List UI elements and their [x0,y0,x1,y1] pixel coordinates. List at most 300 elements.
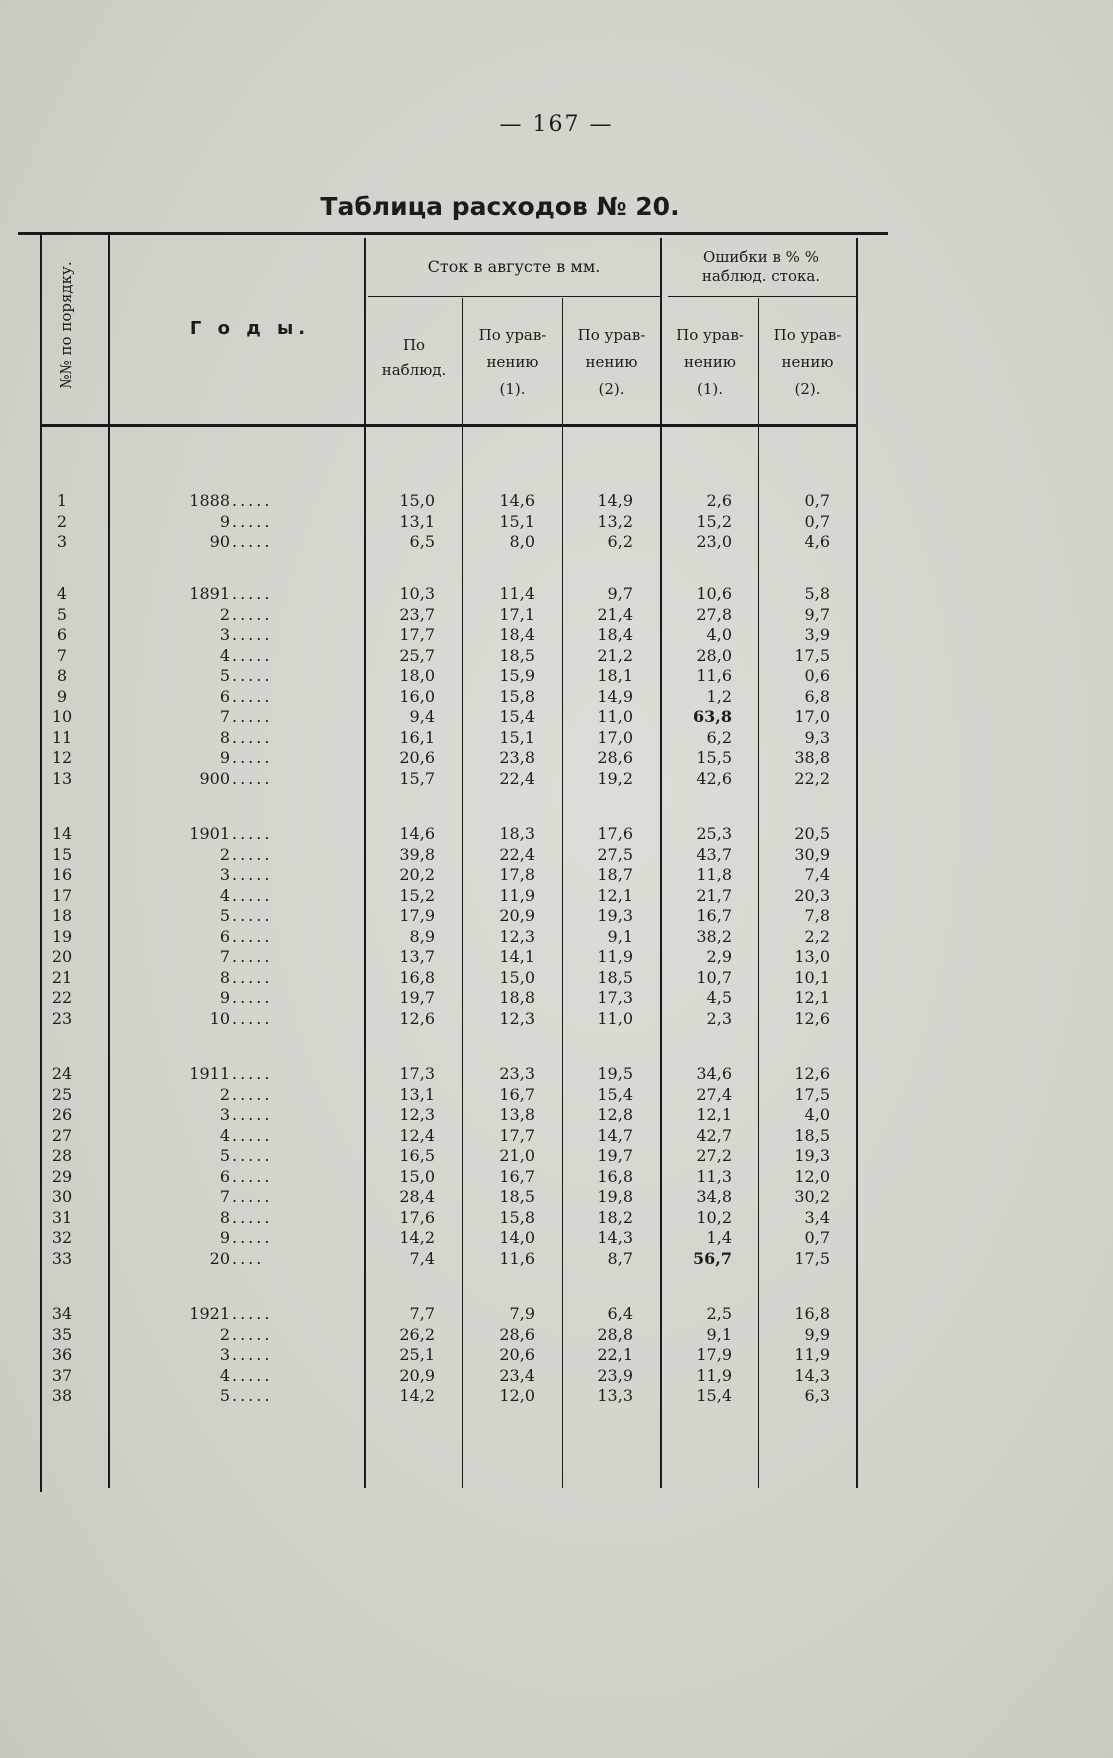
row-eq1-error: 34,8 [696,1187,732,1206]
row-eq1-error: 6,2 [706,727,732,747]
row-eq2-runoff: 19,8 [597,1187,633,1206]
errors-group-header: Ошибки в % % наблюд. стока. [701,248,821,285]
row-eq1-runoff: 15,1 [499,511,535,531]
table-row [0,886,1113,906]
row-eq1-error: 42,7 [696,1125,732,1145]
row-eq2-runoff: 27,5 [597,844,633,864]
row-number: 13 [51,768,73,788]
row-eq2-runoff: 18,5 [597,967,633,987]
row-leader-dots: ..... [232,967,273,987]
years-column-header: Г о д ы. [189,318,311,339]
row-leader-dots: ..... [232,1324,273,1344]
row-leader-dots: ..... [232,1345,273,1364]
row-eq1-error: 43,7 [696,844,732,864]
row-number: 18 [51,906,73,925]
row-eq1-runoff: 16,7 [499,1166,535,1186]
row-eq1-runoff: 17,1 [499,604,535,624]
row-number: 25 [51,1084,73,1104]
row-eq2-error: 9,3 [804,727,830,747]
row-eq2-error: 13,0 [794,947,830,966]
row-observed-runoff: 16,5 [399,1146,435,1165]
row-observed-runoff: 17,7 [399,625,435,644]
row-eq1-error: 10,6 [696,584,732,603]
row-eq2-error: 12,6 [794,1008,830,1028]
row-year: 2 [219,1324,230,1344]
row-year: 6 [219,686,230,706]
row-eq1-runoff: 18,4 [499,625,535,644]
row-observed-runoff: 17,9 [399,906,435,925]
row-eq2-runoff: 28,6 [597,748,633,767]
row-number: 8 [56,666,68,685]
row-eq1-error: 4,5 [706,988,732,1007]
row-number: 14 [51,824,73,843]
row-observed-runoff: 17,6 [399,1207,435,1227]
table-row [0,845,1113,865]
row-eq1-error: 23,0 [696,532,732,551]
row-observed-runoff: 17,3 [399,1064,435,1083]
row-eq1-error: 11,9 [696,1365,732,1385]
row-eq1-runoff: 7,9 [509,1304,535,1323]
row-eq2-error: 6,3 [804,1386,830,1405]
table-row [0,927,1113,947]
row-eq2-error: 19,3 [794,1146,830,1165]
row-eq1-error: 27,2 [696,1146,732,1165]
row-eq2-runoff: 21,4 [597,604,633,624]
row-eq2-error: 17,5 [794,645,830,665]
row-leader-dots: ..... [232,1105,273,1124]
row-number: 29 [51,1166,73,1186]
row-eq2-runoff: 18,7 [597,865,633,884]
row-eq2-runoff: 19,3 [597,906,633,925]
row-eq1-error: 11,8 [696,865,732,884]
table-top-rule [18,232,888,235]
row-eq1-error: 4,0 [706,625,732,644]
row-leader-dots: ..... [232,584,273,603]
row-observed-runoff: 13,1 [399,1084,435,1104]
row-eq2-runoff: 19,2 [597,768,633,788]
row-leader-dots: ..... [232,1304,273,1323]
table-row [0,1249,1113,1269]
row-leader-dots: ..... [232,748,273,767]
row-number: 36 [51,1345,73,1364]
row-leader-dots: ..... [232,1207,273,1227]
row-observed-runoff: 8,9 [409,926,435,946]
table-row [0,584,1113,604]
table-row [0,687,1113,707]
row-year: 5 [219,666,230,685]
row-year: 6 [219,1166,230,1186]
row-number: 23 [51,1008,73,1028]
table-row [0,748,1113,768]
table-row [0,1325,1113,1345]
runoff-group-header: Сток в августе в мм. [427,257,601,276]
row-eq2-runoff: 9,1 [607,926,633,946]
row-observed-runoff: 10,3 [399,584,435,603]
row-eq2-runoff: 13,3 [597,1386,633,1405]
row-eq1-error: 10,2 [696,1207,732,1227]
row-eq2-error: 0,7 [804,491,830,510]
table-row [0,1085,1113,1105]
row-eq2-runoff: 11,0 [597,707,633,726]
row-eq1-runoff: 15,8 [499,686,535,706]
row-year: 5 [219,906,230,925]
row-leader-dots: ..... [232,666,273,685]
row-eq1-error: 16,7 [696,906,732,925]
table-row [0,1304,1113,1324]
row-leader-dots: ..... [232,1146,273,1165]
row-eq2-runoff: 28,8 [597,1324,633,1344]
row-eq2-runoff: 21,2 [597,645,633,665]
row-number: 5 [56,604,68,624]
row-number: 1 [56,491,68,510]
row-eq2-runoff: 6,2 [607,532,633,551]
row-eq1-error: 12,1 [696,1105,732,1124]
row-number: 37 [51,1365,73,1385]
row-eq1-error: 11,6 [696,666,732,685]
row-eq2-error: 9,9 [804,1324,830,1344]
row-number: 6 [56,625,68,644]
table-header-rule [42,424,857,427]
row-leader-dots: .... [232,1248,265,1268]
row-eq2-runoff: 19,5 [597,1064,633,1083]
row-eq2-error: 22,2 [794,768,830,788]
row-year: 4 [219,1125,230,1145]
row-eq1-runoff: 15,0 [499,967,535,987]
row-eq1-runoff: 23,8 [499,748,535,767]
row-eq1-error: 1,4 [706,1228,732,1247]
table-row [0,865,1113,885]
row-year: 5 [219,1386,230,1405]
row-observed-runoff: 25,7 [399,645,435,665]
row-observed-runoff: 7,7 [409,1304,435,1323]
table-row [0,1345,1113,1365]
row-year: 8 [219,1207,230,1227]
row-observed-runoff: 14,6 [399,824,435,843]
table-row [0,1208,1113,1228]
row-number: 30 [51,1187,73,1206]
row-year: 9 [219,988,230,1007]
row-eq2-runoff: 14,3 [597,1228,633,1247]
table-row [0,491,1113,511]
row-number: 26 [51,1105,73,1124]
row-leader-dots: ..... [232,1064,273,1083]
table-row [0,1146,1113,1166]
row-observed-runoff: 39,8 [399,844,435,864]
row-leader-dots: ..... [232,727,273,747]
row-eq2-error: 16,8 [794,1304,830,1323]
row-leader-dots: ..... [232,947,273,966]
row-year: 9 [219,748,230,767]
row-year: 3 [219,625,230,644]
table-row [0,947,1113,967]
row-number: 27 [51,1125,73,1145]
row-eq1-error: 15,4 [696,1386,732,1405]
table-row [0,769,1113,789]
row-number: 16 [51,865,73,884]
row-eq2-runoff: 17,3 [597,988,633,1007]
row-observed-runoff: 13,1 [399,511,435,531]
row-eq1-error: 2,6 [706,491,732,510]
row-year: 2 [219,604,230,624]
row-year: 7 [219,1187,230,1206]
row-leader-dots: ..... [232,988,273,1007]
row-number: 3 [56,532,68,551]
row-observed-runoff: 15,2 [399,885,435,905]
row-number: 24 [51,1064,73,1083]
row-observed-runoff: 14,2 [399,1386,435,1405]
row-eq1-runoff: 14,1 [499,947,535,966]
row-leader-dots: ..... [232,865,273,884]
row-eq2-error: 7,4 [804,865,830,884]
table-row [0,512,1113,532]
row-year: 9 [219,511,230,531]
row-eq1-error: 56,7 [693,1248,732,1268]
table-title: Таблица расходов № 20. [320,192,680,221]
row-eq1-error: 28,0 [696,645,732,665]
row-eq1-runoff: 12,3 [499,1008,535,1028]
row-eq2-error: 0,7 [804,511,830,531]
row-year: 7 [219,707,230,726]
row-eq1-runoff: 20,6 [499,1345,535,1364]
row-eq2-error: 9,7 [804,604,830,624]
row-eq2-error: 30,9 [794,844,830,864]
row-leader-dots: ..... [232,686,273,706]
table-row [0,968,1113,988]
row-leader-dots: ..... [232,1187,273,1206]
row-eq2-runoff: 11,9 [597,947,633,966]
row-number: 22 [51,988,73,1007]
row-number: 20 [51,947,73,966]
row-number: 33 [51,1248,73,1268]
row-year: 6 [219,926,230,946]
row-number: 32 [51,1228,73,1247]
row-leader-dots: ..... [232,645,273,665]
row-eq1-runoff: 15,1 [499,727,535,747]
row-eq2-runoff: 14,9 [597,491,633,510]
row-eq1-error: 27,4 [696,1084,732,1104]
row-leader-dots: ..... [232,768,273,788]
eq1-column-header: По урав- нению (1). [478,326,547,398]
row-eq1-error: 21,7 [696,885,732,905]
row-eq2-runoff: 23,9 [597,1365,633,1385]
row-eq1-runoff: 13,8 [499,1105,535,1124]
row-eq1-runoff: 23,4 [499,1365,535,1385]
row-eq2-error: 6,8 [804,686,830,706]
row-eq1-runoff: 17,7 [499,1125,535,1145]
row-eq2-error: 14,3 [794,1365,830,1385]
row-eq1-runoff: 23,3 [499,1064,535,1083]
row-eq2-runoff: 9,7 [607,584,633,603]
row-eq1-runoff: 18,8 [499,988,535,1007]
row-number: 34 [51,1304,73,1323]
row-eq2-runoff: 22,1 [597,1345,633,1364]
row-number: 12 [51,748,73,767]
row-eq1-runoff: 11,4 [499,584,535,603]
row-eq1-error: 63,8 [693,707,732,726]
row-eq1-runoff: 22,4 [499,844,535,864]
row-eq2-error: 30,2 [794,1187,830,1206]
row-number: 10 [51,707,73,726]
table-row [0,1126,1113,1146]
row-eq2-error: 10,1 [794,967,830,987]
row-observed-runoff: 23,7 [399,604,435,624]
row-eq1-error: 10,7 [696,967,732,987]
row-year: 7 [219,947,230,966]
row-number: 2 [56,511,68,531]
row-year: 1921 [189,1304,230,1323]
row-eq2-error: 20,3 [794,885,830,905]
row-eq2-error: 11,9 [794,1345,830,1364]
row-eq2-error: 0,6 [804,666,830,685]
row-observed-runoff: 13,7 [399,947,435,966]
row-eq1-runoff: 18,5 [499,645,535,665]
row-eq2-runoff: 14,7 [597,1125,633,1145]
row-leader-dots: ..... [232,1084,273,1104]
row-observed-runoff: 20,6 [399,748,435,767]
row-eq2-runoff: 12,1 [597,885,633,905]
row-observed-runoff: 12,6 [399,1008,435,1028]
row-observed-runoff: 15,7 [399,768,435,788]
row-year: 20 [209,1248,230,1268]
row-eq2-error: 20,5 [794,824,830,843]
row-eq1-runoff: 17,8 [499,865,535,884]
row-year: 4 [219,1365,230,1385]
row-eq2-runoff: 11,0 [597,1008,633,1028]
errors-group-rule [668,296,856,297]
row-leader-dots: ..... [232,625,273,644]
row-eq1-error: 11,3 [696,1166,732,1186]
row-leader-dots: ..... [232,885,273,905]
eq2-column-header: По урав- нению (2). [577,326,646,398]
row-number: 11 [51,727,73,747]
row-leader-dots: ..... [232,1228,273,1247]
row-leader-dots: ..... [232,532,273,551]
row-leader-dots: ..... [232,707,273,726]
row-observed-runoff: 16,8 [399,967,435,987]
row-observed-runoff: 16,0 [399,686,435,706]
row-eq2-runoff: 19,7 [597,1146,633,1165]
row-eq1-error: 42,6 [696,768,732,788]
row-year: 1891 [189,584,230,603]
row-year: 3 [219,1345,230,1364]
row-leader-dots: ..... [232,1125,273,1145]
row-observed-runoff: 28,4 [399,1187,435,1206]
row-observed-runoff: 16,1 [399,727,435,747]
row-year: 8 [219,727,230,747]
row-eq1-error: 2,9 [706,947,732,966]
table-row [0,728,1113,748]
row-observed-runoff: 25,1 [399,1345,435,1364]
table-row [0,1386,1113,1406]
row-eq1-runoff: 12,3 [499,926,535,946]
row-observed-runoff: 12,3 [399,1105,435,1124]
row-year: 4 [219,645,230,665]
table-row [0,646,1113,666]
table-row [0,1366,1113,1386]
row-eq1-error: 38,2 [696,926,732,946]
table-row [0,532,1113,552]
row-leader-dots: ..... [232,511,273,531]
row-eq2-runoff: 6,4 [607,1304,633,1323]
row-eq1-runoff: 18,5 [499,1187,535,1206]
row-number: 21 [51,967,73,987]
row-eq2-runoff: 8,7 [607,1248,633,1268]
row-eq2-error: 5,8 [804,584,830,603]
row-eq2-error: 18,5 [794,1125,830,1145]
row-observed-runoff: 20,2 [399,865,435,884]
row-year: 900 [199,768,230,788]
row-leader-dots: ..... [232,604,273,624]
row-leader-dots: ..... [232,1365,273,1385]
table-row [0,666,1113,686]
row-number: 35 [51,1324,73,1344]
row-eq2-error: 12,0 [794,1166,830,1186]
err2-column-header: По урав- нению (2). [773,326,842,398]
row-year: 8 [219,967,230,987]
row-year: 10 [209,1008,230,1028]
row-eq1-error: 34,6 [696,1064,732,1083]
row-year: 1888 [189,491,230,510]
row-eq1-runoff: 12,0 [499,1386,535,1405]
row-eq2-error: 4,0 [804,1105,830,1124]
row-year: 2 [219,844,230,864]
row-observed-runoff: 15,0 [399,1166,435,1186]
row-eq1-runoff: 16,7 [499,1084,535,1104]
row-number: 9 [56,686,68,706]
row-eq1-error: 17,9 [696,1345,732,1364]
row-eq1-runoff: 14,6 [499,491,535,510]
row-observed-runoff: 15,0 [399,491,435,510]
row-number: 19 [51,926,73,946]
row-eq1-runoff: 11,6 [499,1248,535,1268]
row-eq1-runoff: 15,4 [499,707,535,726]
table-row [0,605,1113,625]
row-eq1-runoff: 21,0 [499,1146,535,1165]
row-eq1-error: 2,3 [706,1008,732,1028]
row-number: 38 [51,1386,73,1405]
table-row [0,625,1113,645]
row-observed-runoff: 6,5 [409,532,435,551]
row-leader-dots: ..... [232,1008,273,1028]
row-eq1-runoff: 18,3 [499,824,535,843]
row-year: 90 [209,532,230,551]
err1-column-header: По урав- нению (1). [676,326,744,398]
row-leader-dots: ..... [232,926,273,946]
row-year: 3 [219,865,230,884]
row-eq1-error: 15,5 [696,748,732,767]
order-column-header: №№ по порядку. [57,261,75,389]
row-number: 4 [56,584,68,603]
row-eq2-error: 17,5 [794,1084,830,1104]
row-eq1-error: 9,1 [706,1324,732,1344]
row-eq2-runoff: 17,0 [597,727,633,747]
row-eq2-error: 4,6 [804,532,830,551]
row-observed-runoff: 9,4 [409,707,435,726]
row-eq2-error: 0,7 [804,1228,830,1247]
table-row [0,707,1113,727]
row-number: 7 [56,645,68,665]
table-row [0,1009,1113,1029]
table-row [0,1064,1113,1084]
row-eq2-error: 38,8 [794,748,830,767]
row-eq1-runoff: 14,0 [499,1228,535,1247]
row-eq2-runoff: 15,4 [597,1084,633,1104]
row-eq1-runoff: 11,9 [499,885,535,905]
table-row [0,1187,1113,1207]
row-year: 1911 [189,1064,230,1083]
row-eq1-runoff: 8,0 [509,532,535,551]
row-eq2-error: 17,5 [794,1248,830,1268]
